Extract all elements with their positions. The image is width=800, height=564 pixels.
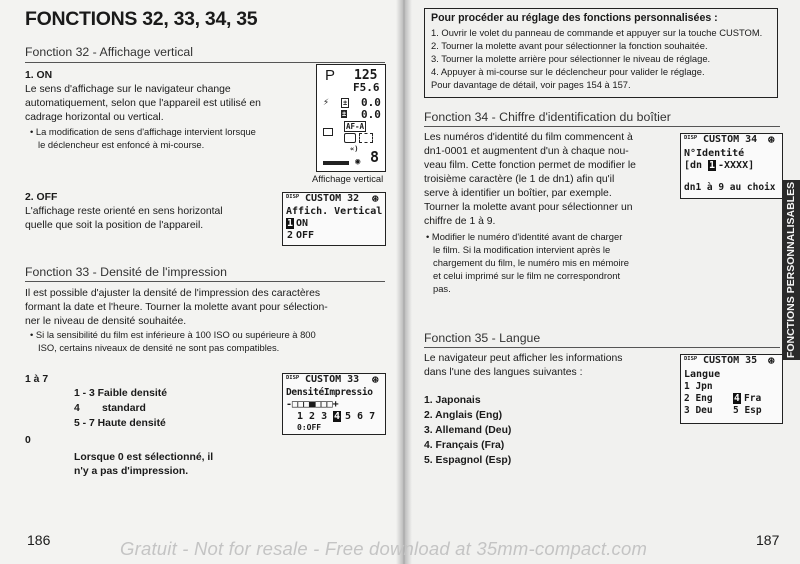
language-2: 2. Anglais (Eng) xyxy=(424,410,503,421)
settings-dial-icon: ⊛ xyxy=(768,354,775,367)
screen-header: CUSTOM 35 xyxy=(703,355,758,366)
f32-off-label: 2. OFF xyxy=(25,192,58,203)
density-scale: -□□□■□□□+ xyxy=(286,399,339,410)
screen-header: CUSTOM 33 xyxy=(305,374,360,385)
screen-opt2: OFF xyxy=(296,230,315,241)
f32-off-text-2: quelle que soit la position de l'appareil. xyxy=(25,220,204,231)
dn-selected-digit: 1 xyxy=(709,160,716,171)
density-option-2: standard xyxy=(102,403,146,414)
density-digit-selected: 4 xyxy=(334,411,341,422)
side-tab-label: FONCTIONS PERSONNALISABLES xyxy=(785,181,797,359)
lang-deu: 3 Deu xyxy=(684,405,713,416)
f32-on-text-2: automatiquement, selon que l'appareil est utilisé en xyxy=(25,98,261,109)
f32-on-text-1: Le sens d'affichage sur le navigateur change xyxy=(25,84,231,95)
watermark: Gratuit - Not for resale - Free download at 35mm-compact.com xyxy=(120,538,648,559)
f34-bullet-2: le film. Si la modification intervient après le xyxy=(433,244,611,255)
f32-off-text-1: L'affichage reste orienté en sens horizontal xyxy=(25,206,223,217)
lcd-mode-p: P xyxy=(325,67,336,84)
f34-heading: Fonction 34 - Chiffre d'identification du boîtier xyxy=(424,110,671,124)
film-icon: ◉ xyxy=(355,157,361,167)
vertical-display-lcd xyxy=(316,64,386,172)
flash-comp-icon: ± xyxy=(342,110,347,118)
disp-label: DISP xyxy=(684,356,698,362)
procedure-step-2: 2. Tourner la molette avant pour sélectionner la fonction souhaitée. xyxy=(431,40,708,51)
settings-dial-icon: ⊛ xyxy=(768,133,775,146)
screen-line1: DensitéImpressio xyxy=(286,387,373,398)
settings-dial-icon: ⊛ xyxy=(372,373,379,386)
lcd-value-2: 0.0 xyxy=(361,108,381,121)
f32-rule xyxy=(25,62,385,63)
density-off: 0:OFF xyxy=(297,423,322,432)
f33-rule xyxy=(25,281,385,282)
f32-on-text-3: cadrage horizontal ou vertical. xyxy=(25,112,164,123)
density-option-3: 5 - 7 Haute densité xyxy=(74,418,166,429)
disp-label: DISP xyxy=(286,194,300,200)
page-number-right: 187 xyxy=(756,532,780,548)
language-5: 5. Espagnol (Esp) xyxy=(424,455,512,466)
custom34-screen xyxy=(680,133,783,199)
book-gutter xyxy=(396,0,412,564)
dn-prefix: [dn xyxy=(684,160,703,171)
f32-bullet-1: • La modification de sens d'affichage intervient lorsque xyxy=(30,126,256,137)
f34-bullet-3: chargement du film, le numéro mis en mémoire xyxy=(433,257,629,268)
battery-bar xyxy=(323,161,349,165)
dn-suffix: -XXXX] xyxy=(718,160,755,171)
f35-heading: Fonction 35 - Langue xyxy=(424,331,541,345)
procedure-title: Pour procéder au réglage des fonctions personnalisées : xyxy=(431,12,718,24)
settings-dial-icon: ⊛ xyxy=(372,192,379,205)
f33-heading: Fonction 33 - Densité de l'impression xyxy=(25,265,227,279)
f35-rule xyxy=(424,347,780,348)
procedure-box xyxy=(424,8,778,98)
exposure-comp-icon: ± xyxy=(343,99,348,107)
f34-bullet-4: et celui imprimé sur le film ne correspondront xyxy=(433,270,621,281)
f35-text-2: dans l'une des langues suivantes : xyxy=(424,367,583,378)
lang-eng: 2 Eng xyxy=(684,393,713,404)
lcd-caption: Affichage vertical xyxy=(312,173,384,184)
screen-opt2-num: 2 xyxy=(287,230,294,241)
f34-text-1: Les numéros d'identité du film commencent à xyxy=(424,132,633,143)
zero-text-2: n'y a pas d'impression. xyxy=(74,466,189,477)
f32-on-label: 1. ON xyxy=(25,70,53,81)
screen-line1: N°Identité xyxy=(684,148,745,159)
language-1: 1. Japonais xyxy=(424,395,481,406)
dn-range: dn1 à 9 au choix xyxy=(684,182,776,193)
f33-bullet-2: ISO, certains niveaux de densité ne sont pas compatibles. xyxy=(38,342,280,353)
language-4: 4. Français (Fra) xyxy=(424,440,505,451)
page-title: FONCTIONS 32, 33, 34, 35 xyxy=(25,8,258,30)
sound-icon: «) xyxy=(350,145,359,153)
frame-icon xyxy=(323,128,333,136)
f34-text-7: chiffre de 1 à 9. xyxy=(424,216,496,227)
metering-icon xyxy=(359,133,373,143)
density-option-1: 1 - 3 Faible densité xyxy=(74,388,167,399)
range-label: 1 à 7 xyxy=(25,374,49,385)
lcd-aperture: F5.6 xyxy=(353,81,380,94)
procedure-step-3: 3. Tourner la molette arrière pour sélectionner le niveau de réglage. xyxy=(431,53,711,64)
custom35-screen xyxy=(680,354,783,424)
screen-header: CUSTOM 32 xyxy=(305,193,360,204)
density-digits-b: 5 6 7 xyxy=(345,411,376,422)
f35-text-1: Le navigateur peut afficher les informations xyxy=(424,353,623,364)
lang-fra: Fra xyxy=(744,393,762,404)
f34-rule xyxy=(424,126,780,127)
eye-icon xyxy=(344,133,356,143)
custom33-screen xyxy=(282,373,386,435)
screen-opt1: ON xyxy=(296,218,309,229)
zero-text-1: Lorsque 0 est sélectionné, il xyxy=(74,452,214,463)
custom32-screen xyxy=(282,192,386,246)
lcd-value-1: 0.0 xyxy=(361,96,381,109)
f33-text-1: Il est possible d'ajuster la densité de l'impression des caractères xyxy=(25,288,321,299)
section-side-tab xyxy=(782,180,800,360)
disp-label: DISP xyxy=(286,375,300,381)
f34-text-4: troisième caractère (le 1 de dn1) afin qu'il xyxy=(424,174,615,185)
zero-label: 0 xyxy=(25,435,31,446)
f33-text-3: ner le niveau de densité souhaitée. xyxy=(25,316,187,327)
f34-text-6: Tourner la molette avant pour sélectionner un xyxy=(424,202,633,213)
screen-line1: Langue xyxy=(684,369,721,380)
density-digits-a: 1 2 3 xyxy=(297,411,328,422)
screen-opt1-num: 1 xyxy=(287,218,294,229)
procedure-step-1: 1. Ouvrir le volet du panneau de commande et appuyer sur la touche CUSTOM. xyxy=(431,27,763,38)
procedure-step-4: 4. Appuyer à mi-course sur le déclencheur pour valider le réglage. xyxy=(431,66,705,77)
f32-heading: Fonction 32 - Affichage vertical xyxy=(25,45,193,59)
lcd-shutter: 125 xyxy=(354,68,378,83)
procedure-more: Pour davantage de détail, voir pages 154 à 157. xyxy=(431,79,631,90)
f34-text-3: veau film. Cette fonction permet de modifier le xyxy=(424,160,636,171)
f34-text-5: serve à identifier un boîtier, par exemple. xyxy=(424,188,612,199)
lcd-af-mode: AF-A xyxy=(346,122,365,131)
lang-jpn: 1 Jpn xyxy=(684,381,713,392)
f33-bullet-1: • Si la sensibilité du film est inférieure à 100 ISO ou supérieure à 800 xyxy=(30,329,316,340)
f32-bullet-2: le déclencheur est enfoncé à mi-course. xyxy=(38,139,205,150)
lang-esp: 5 Esp xyxy=(733,405,762,416)
lcd-frame-count: 8 xyxy=(370,148,380,166)
disp-label: DISP xyxy=(684,135,698,141)
lang-fra-num: 4 xyxy=(734,393,740,404)
f34-text-2: dn1-0001 et augmentent d'un à chaque nou- xyxy=(424,146,629,157)
f34-bullet-5: pas. xyxy=(433,283,451,294)
flash-icon: ⚡ xyxy=(323,97,330,108)
f34-bullet-1: • Modifier le numéro d'identité avant de charger xyxy=(426,231,623,242)
f33-text-2: formant la date et l'heure. Tourner la molette avant pour sélection- xyxy=(25,302,328,313)
screen-header: CUSTOM 34 xyxy=(703,134,758,145)
density-option-2-num: 4 xyxy=(74,403,80,414)
language-3: 3. Allemand (Deu) xyxy=(424,425,512,436)
screen-line1: Affich. Vertical xyxy=(286,206,383,217)
page-number-left: 186 xyxy=(27,532,51,548)
